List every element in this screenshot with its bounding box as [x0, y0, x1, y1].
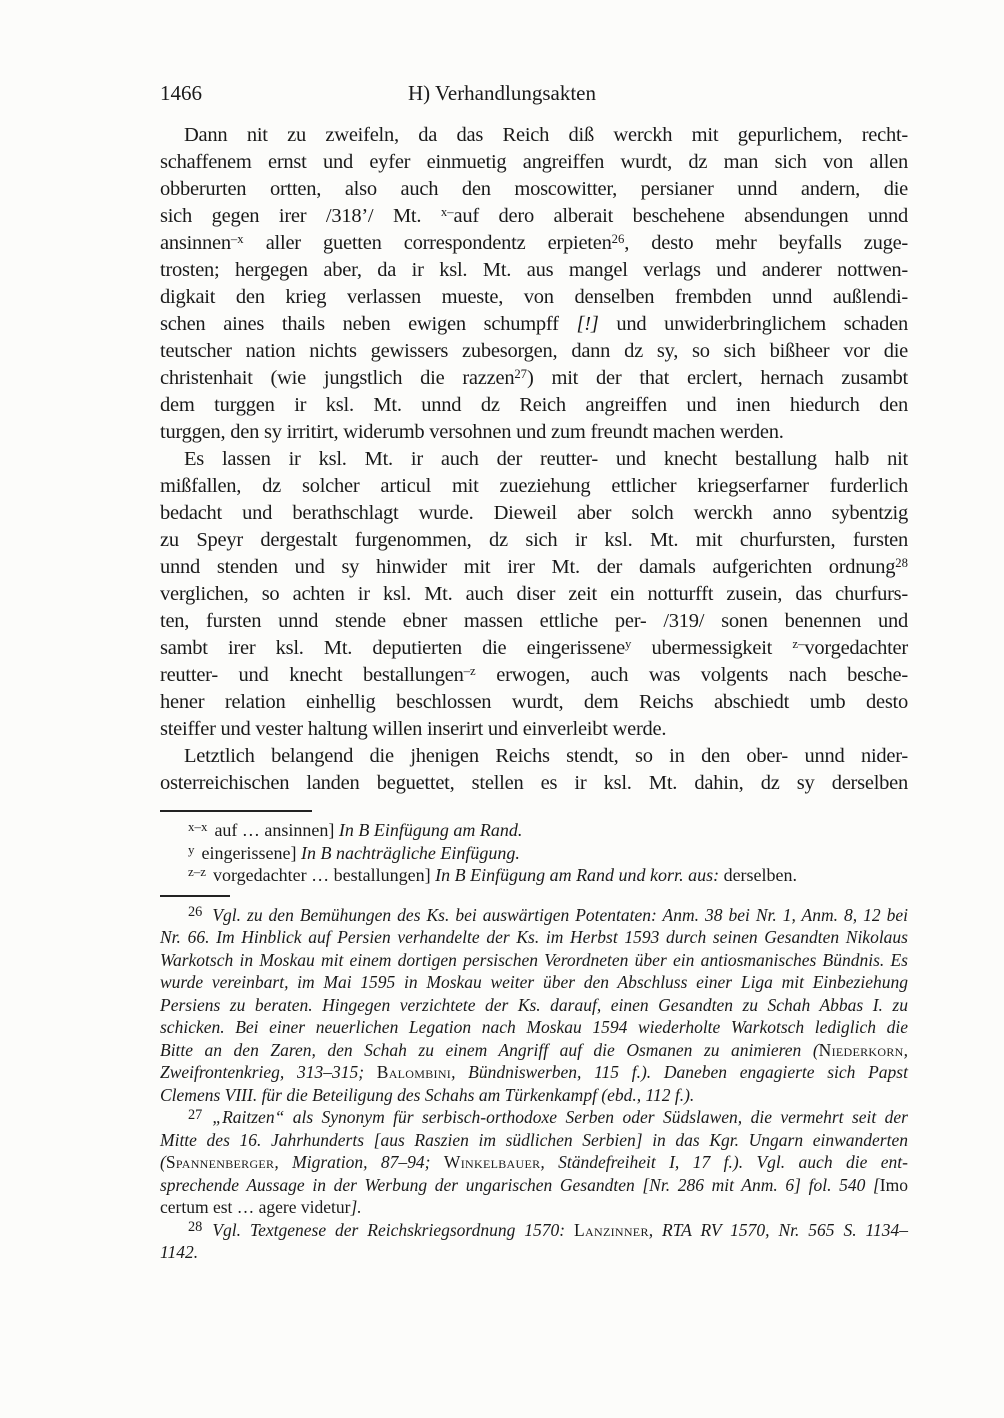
- text-line: [160, 392, 908, 419]
- text-segment: Spannenberger: [165, 1152, 275, 1172]
- text-segment: verglichen, so achten ir ksl. Mt. auch diser zeit ein notturfft zusein, das churfurs-: [160, 583, 908, 605]
- apparatus-line: [160, 864, 908, 887]
- superscript-note-ref: 28: [895, 555, 908, 570]
- critical-apparatus: [160, 819, 908, 887]
- text-line: [160, 149, 908, 176]
- text-line: [160, 743, 908, 770]
- text-segment: Letztlich belangend die jhenigen Reichs stendt, so in den ober- unnd nider-: [184, 745, 908, 767]
- text-segment: In B nachträgliche Einfügung.: [300, 842, 520, 863]
- text-line: [160, 581, 908, 608]
- text-segment: hener relation einhellig beschlossen wurdt, dem Reichs abschiedt umb desto: [160, 691, 908, 713]
- text-segment: trosten; hergegen aber, da ir ksl. Mt. aus mangel verlags und anderer nottwen-: [160, 259, 908, 281]
- apparatus-siglum: x–x: [188, 819, 208, 835]
- footnote-number: 26: [188, 904, 203, 921]
- text-line: [160, 500, 908, 527]
- superscript-note-ref: z–: [792, 636, 805, 651]
- text-segment: Winkelbauer: [443, 1152, 541, 1172]
- text-segment: aller guetten correspondentz erpieten: [243, 232, 612, 254]
- text-line: [160, 284, 908, 311]
- footnote-number: 27: [188, 1106, 203, 1123]
- text-segment: und unwiderbringlichem schaden: [598, 313, 908, 335]
- text-segment: schaffenem ernst und eyfer einmuetig angreiffen wurdt, dz man sich von allen: [160, 151, 908, 173]
- text-line: [160, 203, 908, 230]
- text-segment: ,: [903, 1039, 908, 1060]
- text-segment: wurde vereinbart, im Mai 1595 in Moskau weiter über den Abschluss einer Liga mit Einbeziehung: [160, 972, 908, 992]
- text-line: [160, 257, 908, 284]
- text-segment: [!]: [576, 313, 599, 335]
- text-segment: Vgl. Textgenese der Reichskriegsordnung 1570:: [212, 1219, 575, 1240]
- text-line: [160, 1241, 908, 1264]
- text-segment: derselben.: [719, 865, 798, 885]
- text-line: [160, 926, 908, 949]
- text-segment: auf … ansinnen]: [214, 820, 339, 840]
- text-segment: In B Einfügung am Rand.: [338, 820, 523, 840]
- text-line: [160, 1039, 908, 1062]
- footnote-number: 28: [188, 1219, 203, 1236]
- text-segment: Clemens VIII. für die Beteiligung des Schahs am Türkenkampf (ebd., 112 f.).: [160, 1084, 695, 1105]
- text-line: [160, 635, 908, 662]
- text-segment: zu Speyr dergestalt furgenommen, dz sich ir ksl. Mt. mit churfursten, fursten: [160, 529, 908, 551]
- text-segment: turggen, den sy irritirt, widerumb versohnen und zum freundt machen werden.: [160, 421, 784, 443]
- text-line: [160, 1084, 908, 1107]
- footnote-separator-rule: [160, 895, 230, 897]
- text-line: [160, 176, 908, 203]
- text-segment: ubermessigkeit: [631, 637, 793, 659]
- footnotes: [160, 904, 908, 1264]
- text-line: [160, 473, 908, 500]
- superscript-note-ref: –x: [230, 231, 244, 246]
- running-title: H) Verhandlungsakten: [408, 81, 596, 105]
- superscript-note-ref: 27: [514, 366, 528, 381]
- text-segment: auf dero alberait beschehene absendungen unnd: [453, 205, 909, 227]
- text-segment: eingerissene]: [201, 842, 301, 863]
- text-segment: , Migration, 87–94;: [274, 1152, 444, 1172]
- text-segment: , Bündniswerben, 115 f.). Daneben engagierte sich Papst: [451, 1062, 908, 1082]
- text-segment: obberurten ortten, also auch den moscowitter, persianer unnd andern, die: [160, 178, 908, 200]
- text-segment: bedacht und berathschlagt wurde. Dieweil aber solch werckh anno sybentzig: [160, 502, 908, 524]
- text-segment: , Ständefreiheit I, 17 f.). Vgl. auch die ent-: [540, 1152, 908, 1172]
- text-segment: (: [160, 1152, 166, 1172]
- text-segment: Balombini: [376, 1062, 452, 1082]
- text-line: [160, 971, 908, 994]
- text-segment: Nr. 66. Im Hinblick auf Persien verhandelte der Ks. im Herbst 1593 durch seinen Gesandten Nikolaus: [160, 927, 908, 947]
- superscript-note-ref: –z: [463, 663, 476, 678]
- text-segment: Imo: [879, 1174, 908, 1195]
- text-segment: Niederkorn: [818, 1039, 904, 1060]
- text-segment: certum est … agere videtur: [160, 1197, 351, 1217]
- apparatus-siglum: y: [188, 841, 195, 857]
- text-line: [160, 122, 908, 149]
- text-segment: , RTA RV 1570, Nr. 565 S. 1134–: [648, 1219, 908, 1240]
- text-line: [160, 554, 908, 581]
- text-segment: sich gegen irer /318’/ Mt.: [160, 205, 441, 227]
- text-line: [160, 1196, 908, 1219]
- apparatus-separator-rule: [160, 810, 312, 812]
- apparatus-siglum: z–z: [188, 864, 206, 880]
- text-line: [160, 1016, 908, 1039]
- text-line: [160, 527, 908, 554]
- text-segment: sprechende Aussage in der Werbung der ungarischen Gesandten [Nr. 286 mit Anm. 6] fol. 540 [: [160, 1174, 880, 1195]
- text-line: [160, 1129, 908, 1152]
- text-line: [160, 446, 908, 473]
- text-segment: mißfallen, dz solcher articul mit zueziehung ettlicher kriegserfarner furderlich: [160, 475, 908, 497]
- text-line: [160, 949, 908, 972]
- footnote-line: [160, 904, 908, 927]
- apparatus-line: [160, 819, 908, 842]
- footnote-line: [160, 1219, 908, 1242]
- text-segment: erwogen, auch was volgents nach besche-: [475, 664, 908, 686]
- text-segment: In B Einfügung am Rand und korr. aus:: [435, 865, 720, 885]
- text-line: [160, 311, 908, 338]
- text-segment: vorgedachter … bestallungen]: [212, 865, 436, 885]
- text-segment: Bitte an den Zaren, den Schah zu einem Angriff auf die Osmanen zu animieren (: [160, 1039, 819, 1060]
- text-segment: osterreichischen landen beguettet, stellen es ir ksl. Mt. dahin, dz sy derselben: [160, 772, 908, 794]
- apparatus-line: [160, 842, 908, 865]
- text-line: [160, 770, 908, 797]
- text-line: [160, 662, 908, 689]
- text-line: [160, 365, 908, 392]
- text-segment: vorgedachter: [804, 637, 908, 659]
- text-segment: reutter- und knecht bestallungen: [160, 664, 464, 686]
- text-segment: Dann nit zu zweifeln, da das Reich diß werckh mit gepurlichem, recht-: [184, 124, 908, 146]
- text-line: [160, 230, 908, 257]
- text-segment: Es lassen ir ksl. Mt. ir auch der reutter- und knecht bestallung halb nit: [184, 448, 908, 470]
- text-segment: ten, fursten unnd stende ebner massen ettliche per- /319/ sonen benennen und: [160, 610, 908, 632]
- text-segment: schicken. Bei einer neuerlichen Legation nach Moskau 1594 wiederholte Warkotsch lediglich die: [160, 1017, 908, 1037]
- text-segment: dem turggen ir ksl. Mt. unnd dz Reich angreiffen und inen hiedurch den: [160, 394, 908, 416]
- text-line: [160, 689, 908, 716]
- text-line: [160, 1151, 908, 1174]
- text-segment: schen aines thails neben ewigen schumpff: [160, 313, 577, 335]
- text-segment: Vgl. zu den Bemühungen des Ks. bei auswärtigen Potentaten: Anm. 38 bei Nr. 1, Anm. 8, 12 bei: [212, 904, 908, 925]
- text-line: [160, 716, 908, 743]
- text-block: [160, 78, 908, 1264]
- page-header: [160, 78, 908, 108]
- text-segment: steiffer und vester haltung willen inserirt und einverleibt werde.: [160, 718, 667, 740]
- text-segment: ].: [350, 1197, 362, 1217]
- text-segment: ) mit der that erclert, hernach zusambt: [527, 367, 908, 389]
- text-line: [160, 419, 908, 446]
- text-segment: unnd stenden und sy hinwider mit irer Mt. der damals aufgerichten ordnung: [160, 556, 896, 578]
- footnote-line: [160, 1106, 908, 1129]
- text-line: [160, 994, 908, 1017]
- superscript-note-ref: x–: [440, 204, 454, 219]
- superscript-note-ref: 26: [611, 231, 625, 246]
- text-segment: ansinnen: [160, 232, 231, 254]
- text-segment: Warkotsch in Moskau mit einem dortigen persischen Verordneten über ein antiosmanisches Bündnis. Es: [160, 949, 908, 970]
- text-segment: digkait den krieg verlassen mueste, von denselben frembden unnd außlendi-: [160, 286, 908, 308]
- text-segment: Lanzinner: [574, 1219, 649, 1240]
- text-segment: sambt irer ksl. Mt. deputierten die eingerissene: [160, 637, 625, 659]
- main-text: [160, 122, 908, 797]
- text-line: [160, 1174, 908, 1197]
- superscript-note-ref: y: [624, 636, 632, 651]
- text-segment: , desto mehr beyfalls zuge-: [624, 232, 908, 254]
- text-line: [160, 338, 908, 365]
- text-segment: Zweifrontenkrieg, 313–315;: [160, 1062, 377, 1082]
- text-segment: Mitte des 16. Jahrhunderts [aus Raszien im südlichen Serbien] in das Kgr. Ungarn einwanderten: [160, 1129, 908, 1150]
- text-segment: „Raitzen“ als Synonym für serbisch-orthodoxe Serben oder Südslawen, die vermehrt seit der: [212, 1107, 908, 1127]
- text-segment: 1142.: [160, 1242, 199, 1262]
- text-segment: teutscher nation nichts gewissers zubesorgen, dann dz sy, so sich bißheer vor die: [160, 340, 908, 362]
- text-segment: Persiens zu beraten. Hingegen verzichtete der Ks. darauf, einen Gesandten zu Schah Abbas I. zu: [160, 994, 908, 1015]
- page-number: 1466: [160, 81, 202, 105]
- text-line: [160, 1061, 908, 1084]
- text-segment: christenhait (wie jungstlich die razzen: [160, 367, 515, 389]
- text-line: [160, 608, 908, 635]
